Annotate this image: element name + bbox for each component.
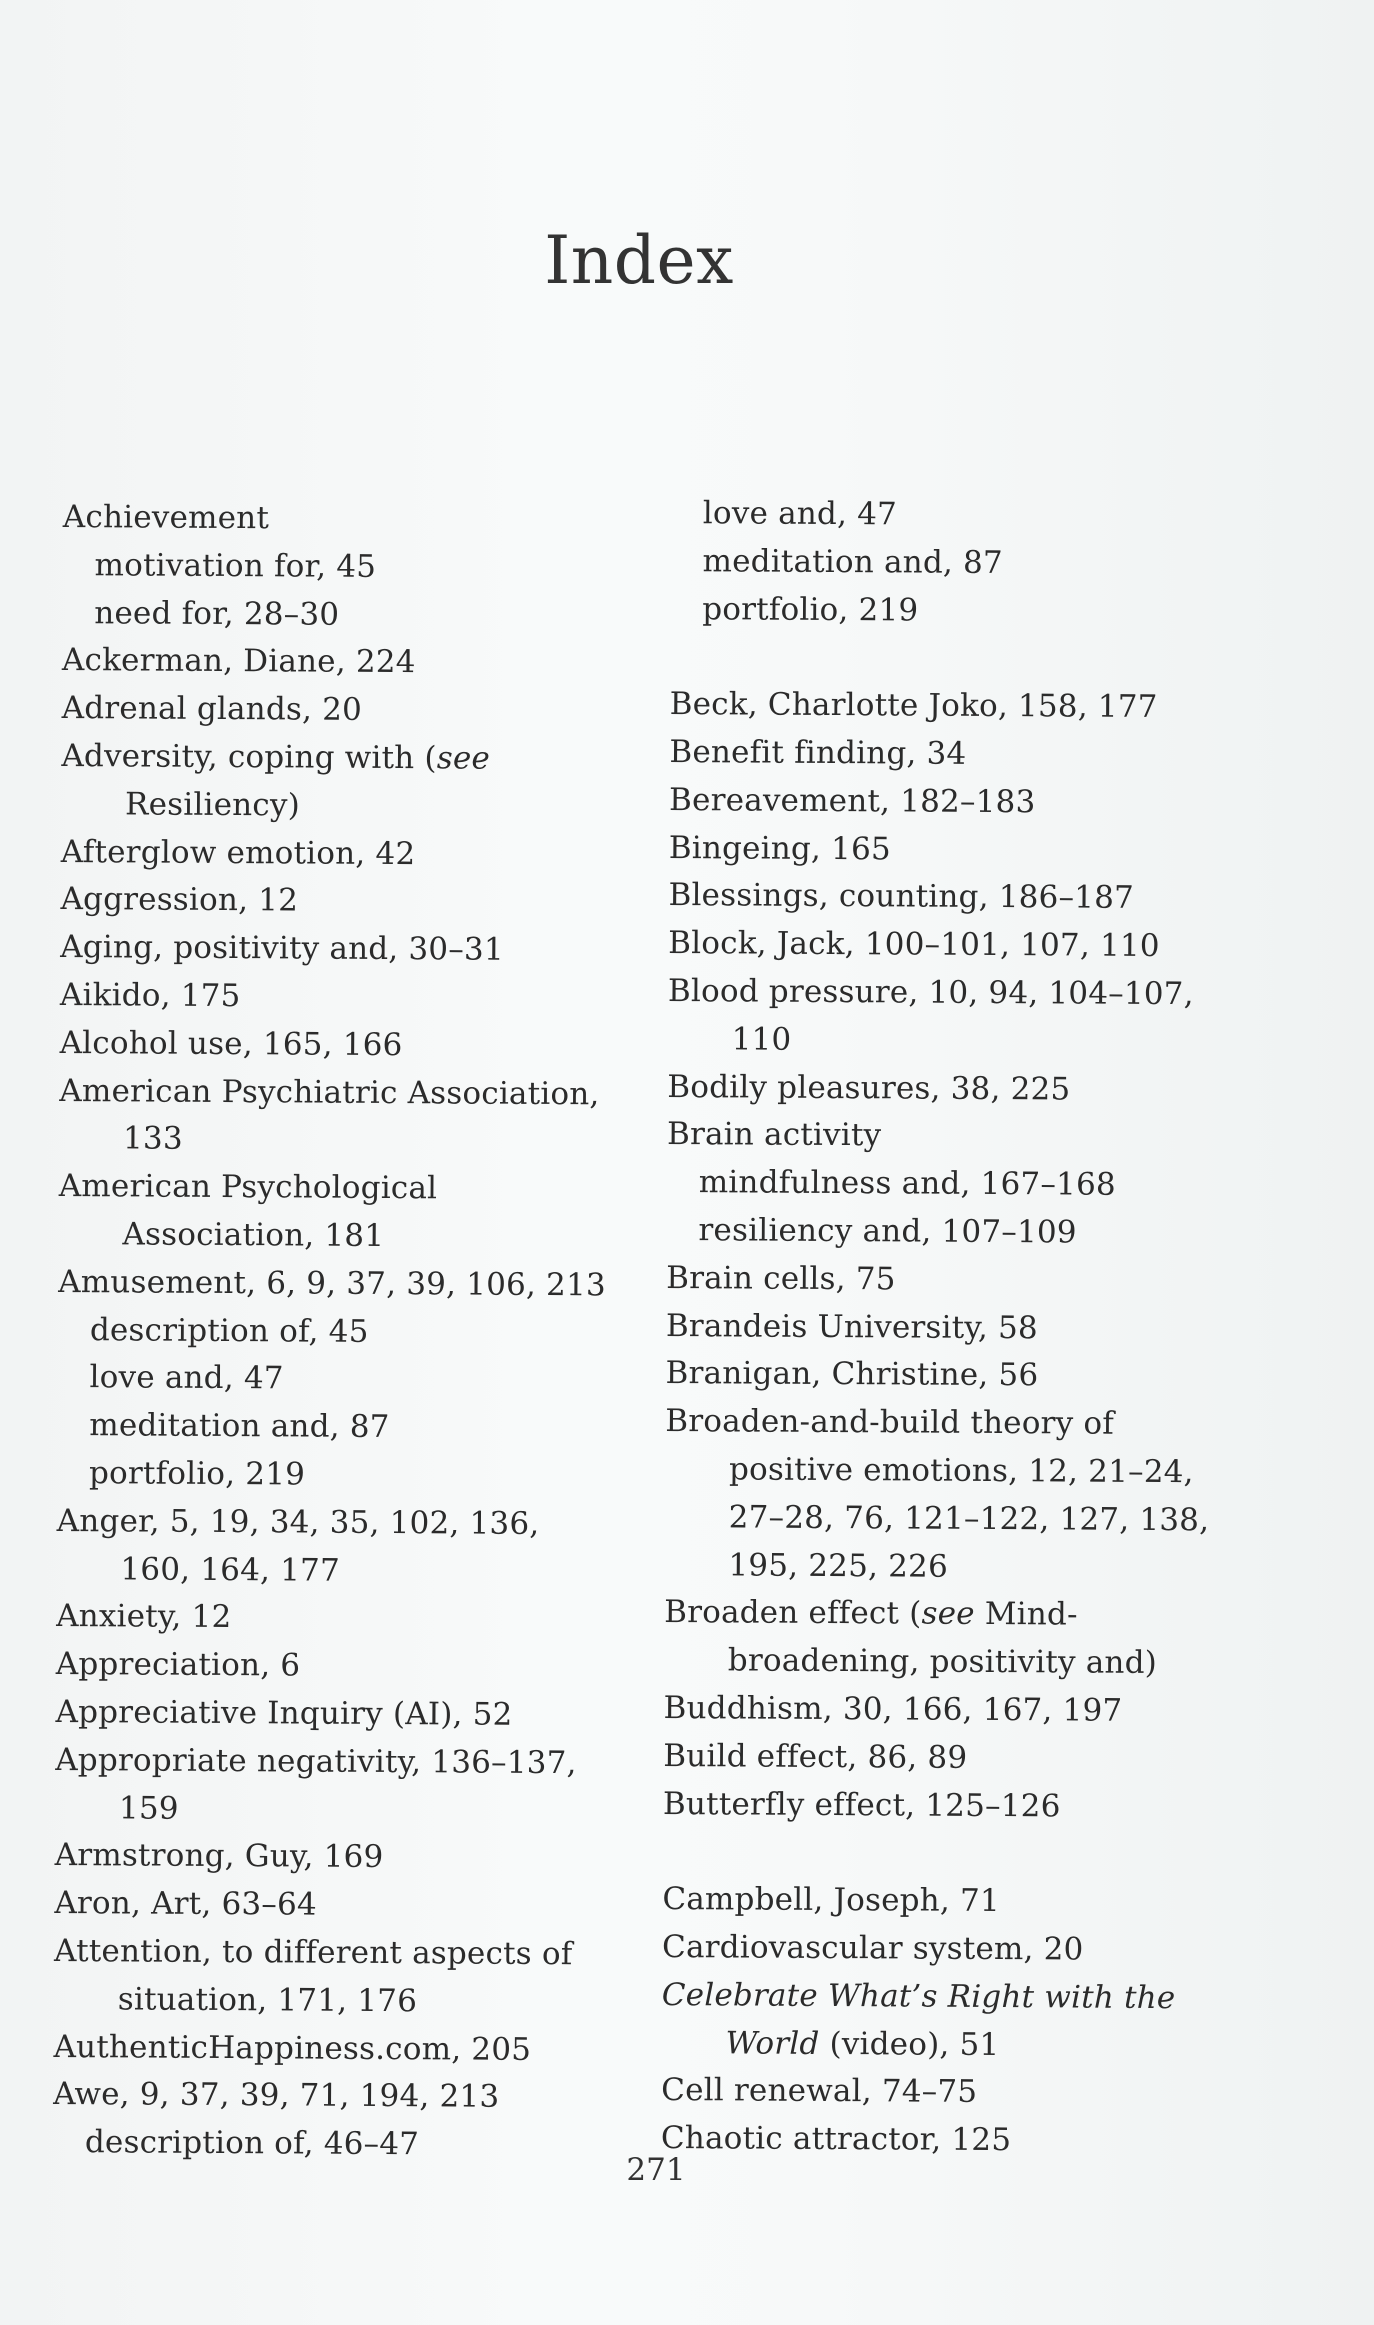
index-subentry: portfolio, 219 <box>88 1455 306 1493</box>
index-entry: Brandeis University, 58 <box>665 1307 1039 1346</box>
index-subentry: description of, 45 <box>89 1311 369 1350</box>
index-entry: American Psychological Association, 181 <box>58 1168 438 1254</box>
index-entry: Adrenal glands, 20 <box>61 690 363 729</box>
index-subentry: motivation for, 45 <box>94 546 377 585</box>
index-entry: American Psychiatric Association, 133 <box>59 1072 600 1158</box>
index-entry: Aging, positivity and, 30–31 <box>60 929 504 968</box>
index-entry: Appropriate negativity, 136–137, 159 <box>55 1741 577 1827</box>
index-entry: Aron, Art, 63–64 <box>54 1885 318 1923</box>
index-entry: Bereavement, 182–183 <box>668 781 1036 821</box>
index-entry: Blood pressure, 10, 94, 104–107, 110 <box>667 972 1194 1058</box>
index-subentry: need for, 28–30 <box>94 594 340 633</box>
index-letter-gap <box>670 633 1250 684</box>
page-number: 271 <box>626 2152 686 2188</box>
index-entry: Adversity, coping with (see Resiliency) <box>61 737 491 824</box>
index-subentry: mindfulness and, 167–168 <box>698 1164 1116 1203</box>
index-entry: Aikido, 175 <box>59 976 241 1015</box>
index-entry: Beck, Charlotte Joko, 158, 177 <box>669 686 1158 726</box>
index-entry: Broaden effect (see Mind-broadening, positivity and) <box>664 1594 1158 1682</box>
index-entry: Bodily pleasures, 38, 225 <box>667 1068 1071 1108</box>
index-entry: Appreciation, 6 <box>55 1646 301 1684</box>
index-subentry: meditation and, 87 <box>702 542 1004 581</box>
index-entry: Attention, to different aspects of situation, 171, 176 <box>53 1932 573 2019</box>
page-title: Index <box>544 222 734 300</box>
index-subentry: portfolio, 219 <box>702 590 919 629</box>
index-entry: Brain cells, 75 <box>666 1259 896 1298</box>
index-entry: Build effect, 86, 89 <box>663 1737 968 1776</box>
index-entry: Afterglow emotion, 42 <box>60 833 416 872</box>
index-entry: Awe, 9, 37, 39, 71, 194, 213 <box>53 2076 500 2115</box>
index-entry: AuthenticHappiness.com, 205 <box>53 2028 532 2068</box>
index-letter-gap <box>663 1828 1243 1879</box>
index-subentry: description of, 46–47 <box>84 2124 420 2163</box>
index-column-right <box>661 490 1251 2166</box>
index-entry: Benefit finding, 34 <box>669 733 967 772</box>
index-entry: Campbell, Joseph, 71 <box>662 1881 1000 1920</box>
index-subentry: love and, 47 <box>702 495 898 533</box>
index-entry: Ackerman, Diane, 224 <box>61 642 416 681</box>
index-entry: Armstrong, Guy, 169 <box>54 1837 384 1876</box>
index-entry: Branigan, Christine, 56 <box>665 1355 1039 1394</box>
index-entry: Chaotic attractor, 125 <box>660 2120 1012 2159</box>
index-entry: Appreciative Inquiry (AI), 52 <box>55 1693 513 1733</box>
index-subentry: meditation and, 87 <box>89 1407 390 1446</box>
index-subentry: resiliency and, 107–109 <box>698 1212 1077 1251</box>
index-entry: Block, Jack, 100–101, 107, 110 <box>668 925 1160 965</box>
index-entry: Cell renewal, 74–75 <box>661 2072 978 2111</box>
index-entry: Cardiovascular system, 20 <box>661 1928 1084 1968</box>
index-entry: Achievement <box>62 498 270 537</box>
index-entry: Brain activity <box>666 1116 882 1154</box>
index-entry: Butterfly effect, 125–126 <box>662 1785 1061 1824</box>
index-subentry: love and, 47 <box>89 1359 284 1397</box>
index-entry: Anger, 5, 19, 34, 35, 102, 136, 160, 164, 177 <box>56 1502 540 1589</box>
index-entry: Aggression, 12 <box>60 881 299 919</box>
index-entry: Bingeing, 165 <box>668 829 891 867</box>
index-entry: Celebrate What’s Right with the World (video), 51 <box>661 1976 1176 2063</box>
index-entry: Buddhism, 30, 166, 167, 197 <box>663 1689 1123 1729</box>
index-entry: Broaden-and-build theory of positive emotions, 12, 21–24, 27–28, 76, 121–122, 127, 138, 195, 225, 226 <box>665 1403 1210 1585</box>
index-entry: Anxiety, 12 <box>56 1598 232 1636</box>
index-entry: Blessings, counting, 186–187 <box>668 877 1135 917</box>
index-entry: Alcohol use, 165, 166 <box>59 1024 403 1063</box>
index-column-left <box>53 494 623 2170</box>
index-entry: Amusement, 6, 9, 37, 39, 106, 213 <box>58 1263 606 1304</box>
